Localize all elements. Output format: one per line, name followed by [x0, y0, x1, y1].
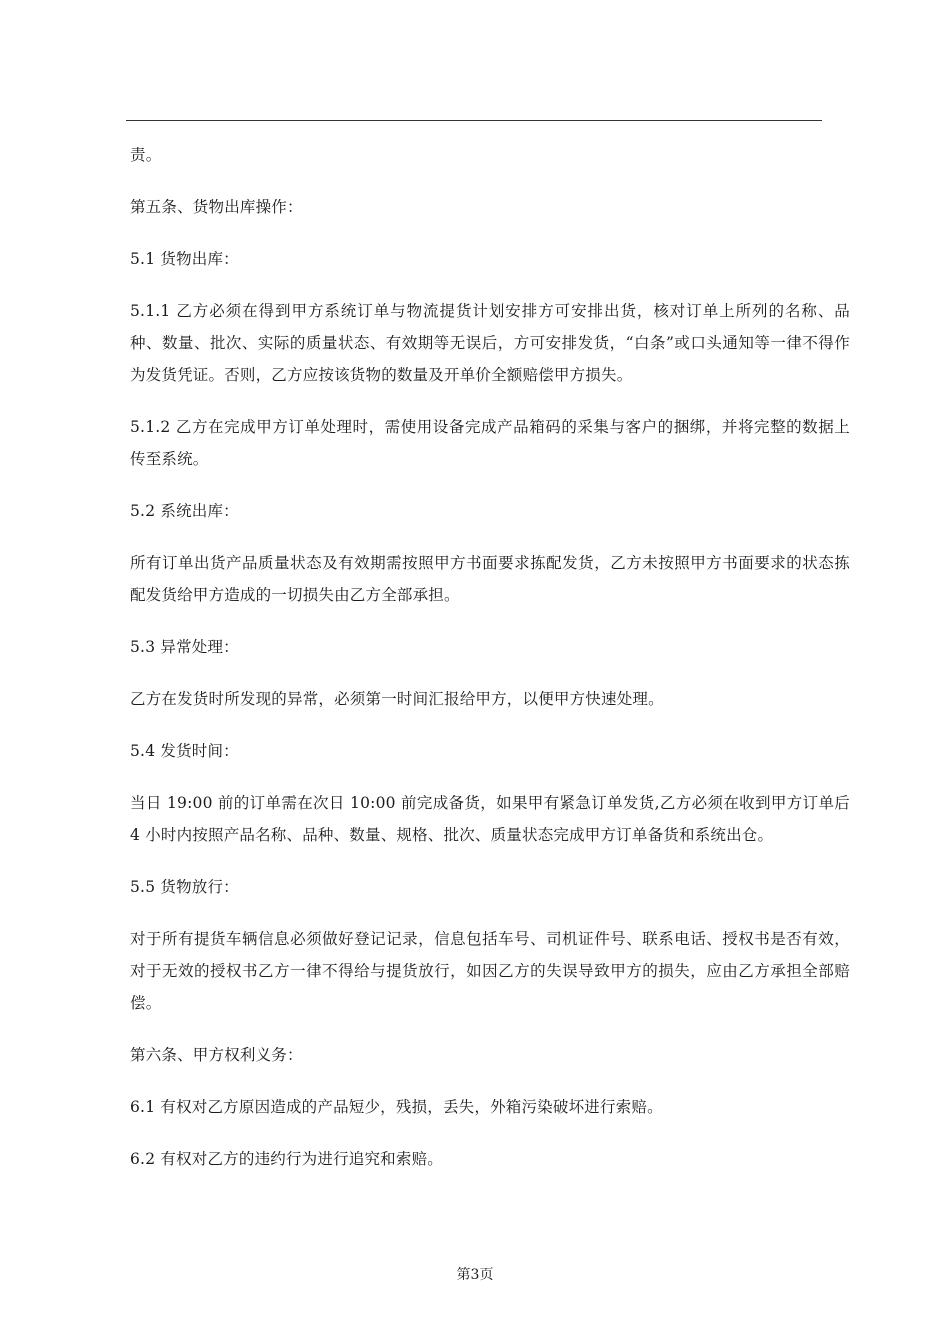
section-5-2-text: 所有订单出货产品质量状态及有效期需按照甲方书面要求拣配发货，乙方未按照甲方书面要求的状态拣配发货给甲方造成的一切损失由乙方全部承担。: [130, 554, 850, 604]
section-5-5-text: 对于所有提货车辆信息必须做好登记记录，信息包括车号、司机证件号、联系电话、授权书是否有效，对于无效的授权书乙方一律不得给与提货放行，如因乙方的失误导致甲方的损失，应由乙方承担全部赔偿。: [130, 930, 850, 1012]
section-6-1-text: 6.1 有权对乙方原因造成的产品短少，残损，丢失，外箱污染破坏进行索赔。: [130, 1098, 663, 1116]
section-5-1-heading: 5.1 货物出库：: [130, 250, 239, 268]
section-5-1-2-text: 5.1.2 乙方在完成甲方订单处理时，需使用设备完成产品箱码的采集与客户的捆绑，并将完整的数据上传至系统。: [130, 418, 850, 468]
section-5-4-text: 当日 19:00 前的订单需在次日 10:00 前完成备货，如果甲有紧急订单发货,乙方必须在收到甲方订单后 4 小时内按照产品名称、品种、数量、规格、批次、质量状态完成甲方订单备货和系统出仓。: [130, 794, 850, 844]
section-6-2-text: 6.2 有权对乙方的违约行为进行追究和索赔。: [130, 1150, 443, 1168]
section-5-4-heading: 5.4 发货时间：: [130, 742, 239, 760]
section-5-1-1-text: 5.1.1 乙方必须在得到甲方系统订单与物流提货计划安排方可安排出货，核对订单上所列的名称、品种、数量、批次、实际的质量状态、有效期等无误后，方可安排发货，“白条”或口头通知等一律不得作为发货凭证。否则，乙方应按该货物的数量及开单价全额赔偿甲方损失。: [130, 302, 850, 384]
document-body: [130, 139, 850, 1195]
section-5-3-heading: 5.3 异常处理：: [130, 638, 239, 656]
article-6-heading: 第六条、甲方权利义务：: [130, 1046, 303, 1064]
section-5-2-heading: 5.2 系统出库：: [130, 502, 239, 520]
page-number: 第3页: [456, 1267, 494, 1283]
header-rule: [126, 120, 822, 121]
section-5-5-heading: 5.5 货物放行：: [130, 878, 239, 896]
article-5-heading: 第五条、货物出库操作：: [130, 198, 303, 216]
section-5-3-text: 乙方在发货时所发现的异常，必须第一时间汇报给甲方，以便甲方快速处理。: [130, 690, 664, 708]
paragraph-continuation: 责。: [130, 146, 162, 164]
